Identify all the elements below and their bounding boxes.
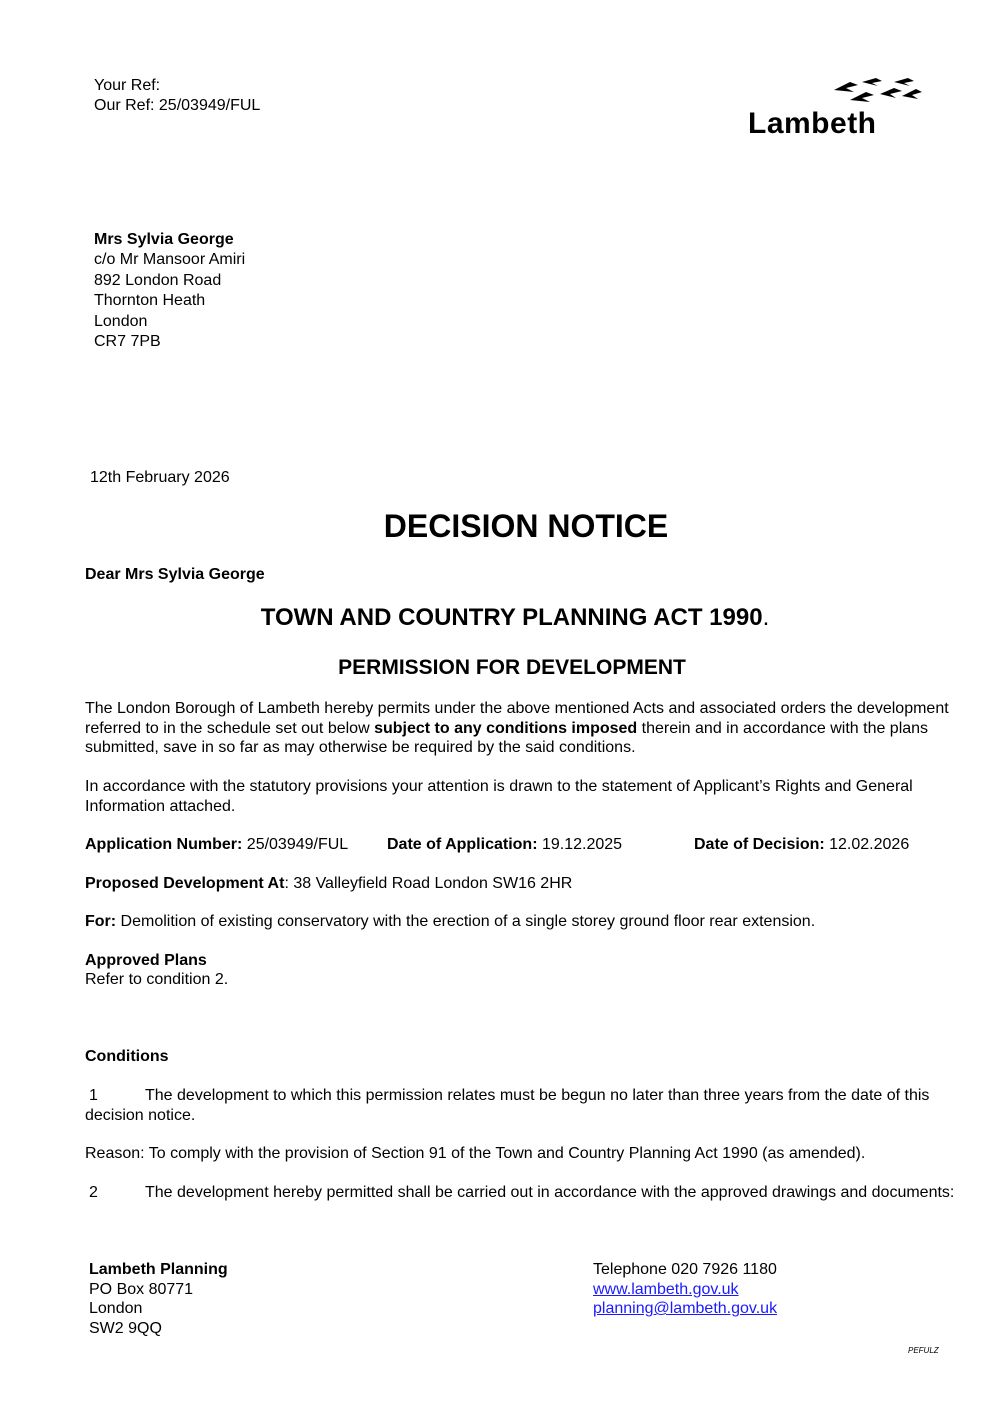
recipient-address <box>94 230 245 352</box>
condition-item <box>85 1086 965 1125</box>
rights-paragraph: In accordance with the statutory provisions your attention is drawn to the statement of Applicant’s Rights and General Information attached. <box>85 778 913 815</box>
reference-block <box>94 76 260 116</box>
recipient-name: Mrs Sylvia George <box>94 231 234 248</box>
email-link[interactable]: planning@lambeth.gov.uk <box>593 1300 778 1318</box>
application-number-label: Application Number: <box>85 836 243 853</box>
your-ref: Your Ref: <box>94 77 161 94</box>
permission-paragraph <box>85 699 965 758</box>
application-date-value: 19.12.2025 <box>537 836 623 853</box>
footer-code: PEFULZ <box>908 1346 939 1355</box>
condition-item <box>85 1183 965 1203</box>
development-site-label: Proposed Development At <box>85 875 285 892</box>
permission-title: PERMISSION FOR DEVELOPMENT <box>338 656 686 679</box>
footer-contact <box>593 1260 777 1319</box>
conditions-heading: Conditions <box>85 1048 169 1065</box>
footer-address <box>89 1260 228 1338</box>
footer-address-line: London <box>89 1300 143 1318</box>
application-date-label: Date of Application: <box>387 836 538 853</box>
decision-date-value: 12.02.2026 <box>824 836 910 853</box>
letter-date: 12th February 2026 <box>90 469 230 486</box>
application-number-value: 25/03949/FUL <box>242 836 349 853</box>
application-date <box>387 835 622 855</box>
logo-wordmark: Lambeth <box>748 107 877 140</box>
salutation: Dear Mrs Sylvia George <box>85 566 265 583</box>
birds-icon <box>832 76 922 106</box>
decision-date-label: Date of Decision: <box>694 836 825 853</box>
condition-text: The development to which this permission relates must be begun no later than three years from the date of this decision notice. <box>85 1087 930 1124</box>
notice-title: DECISION NOTICE <box>383 508 669 544</box>
approved-plans-text: Refer to condition 2. <box>85 971 229 988</box>
condition-number: 1 <box>89 1087 98 1104</box>
application-number <box>85 835 348 855</box>
our-ref: Our Ref: 25/03949/FUL <box>94 97 261 114</box>
act-title-text: TOWN AND COUNTRY PLANNING ACT 1990 <box>260 604 763 631</box>
website-link[interactable]: www.lambeth.gov.uk <box>593 1280 739 1298</box>
address-line: c/o Mr Mansoor Amiri <box>94 251 246 269</box>
footer-telephone: Telephone 020 7926 1180 <box>593 1261 777 1278</box>
paragraph-emphasis: subject to any conditions imposed <box>374 719 638 737</box>
address-line: CR7 7PB <box>94 333 161 351</box>
lambeth-logo <box>748 76 928 144</box>
development-site <box>85 874 572 894</box>
paragraph-text: therein and in accordance with the plans submitted, save in so far as may otherwise be required by the said conditions. <box>85 719 929 756</box>
condition-reason: Reason: To comply with the provision of Section 91 of the Town and Country Planning Act 1990 (as amended). <box>85 1145 866 1162</box>
act-title <box>0 602 1000 634</box>
footer-address-line: SW2 9QQ <box>89 1319 162 1337</box>
development-description <box>85 912 815 932</box>
address-line: Thornton Heath <box>94 292 206 310</box>
condition-text: The development hereby permitted shall be carried out in accordance with the approved drawings and documents: <box>145 1184 955 1201</box>
development-description-label: For: <box>85 913 117 930</box>
footer-org: Lambeth Planning <box>89 1261 228 1278</box>
act-title-punct: . <box>762 604 770 631</box>
development-site-value: : 38 Valleyfield Road London SW16 2HR <box>284 875 573 892</box>
development-description-value: Demolition of existing conservatory with the erection of a single storey ground floor rear extension. <box>116 913 816 930</box>
address-line: London <box>94 312 148 330</box>
approved-plans-heading: Approved Plans <box>85 952 207 969</box>
footer-address-line: PO Box 80771 <box>89 1280 194 1298</box>
address-line: 892 London Road <box>94 271 222 289</box>
decision-date <box>694 835 909 855</box>
paragraph-text: The London Borough of Lambeth hereby permits under the above mentioned Acts and associated orders the development referred to in the schedule set out below <box>85 700 949 737</box>
condition-number: 2 <box>89 1184 98 1201</box>
